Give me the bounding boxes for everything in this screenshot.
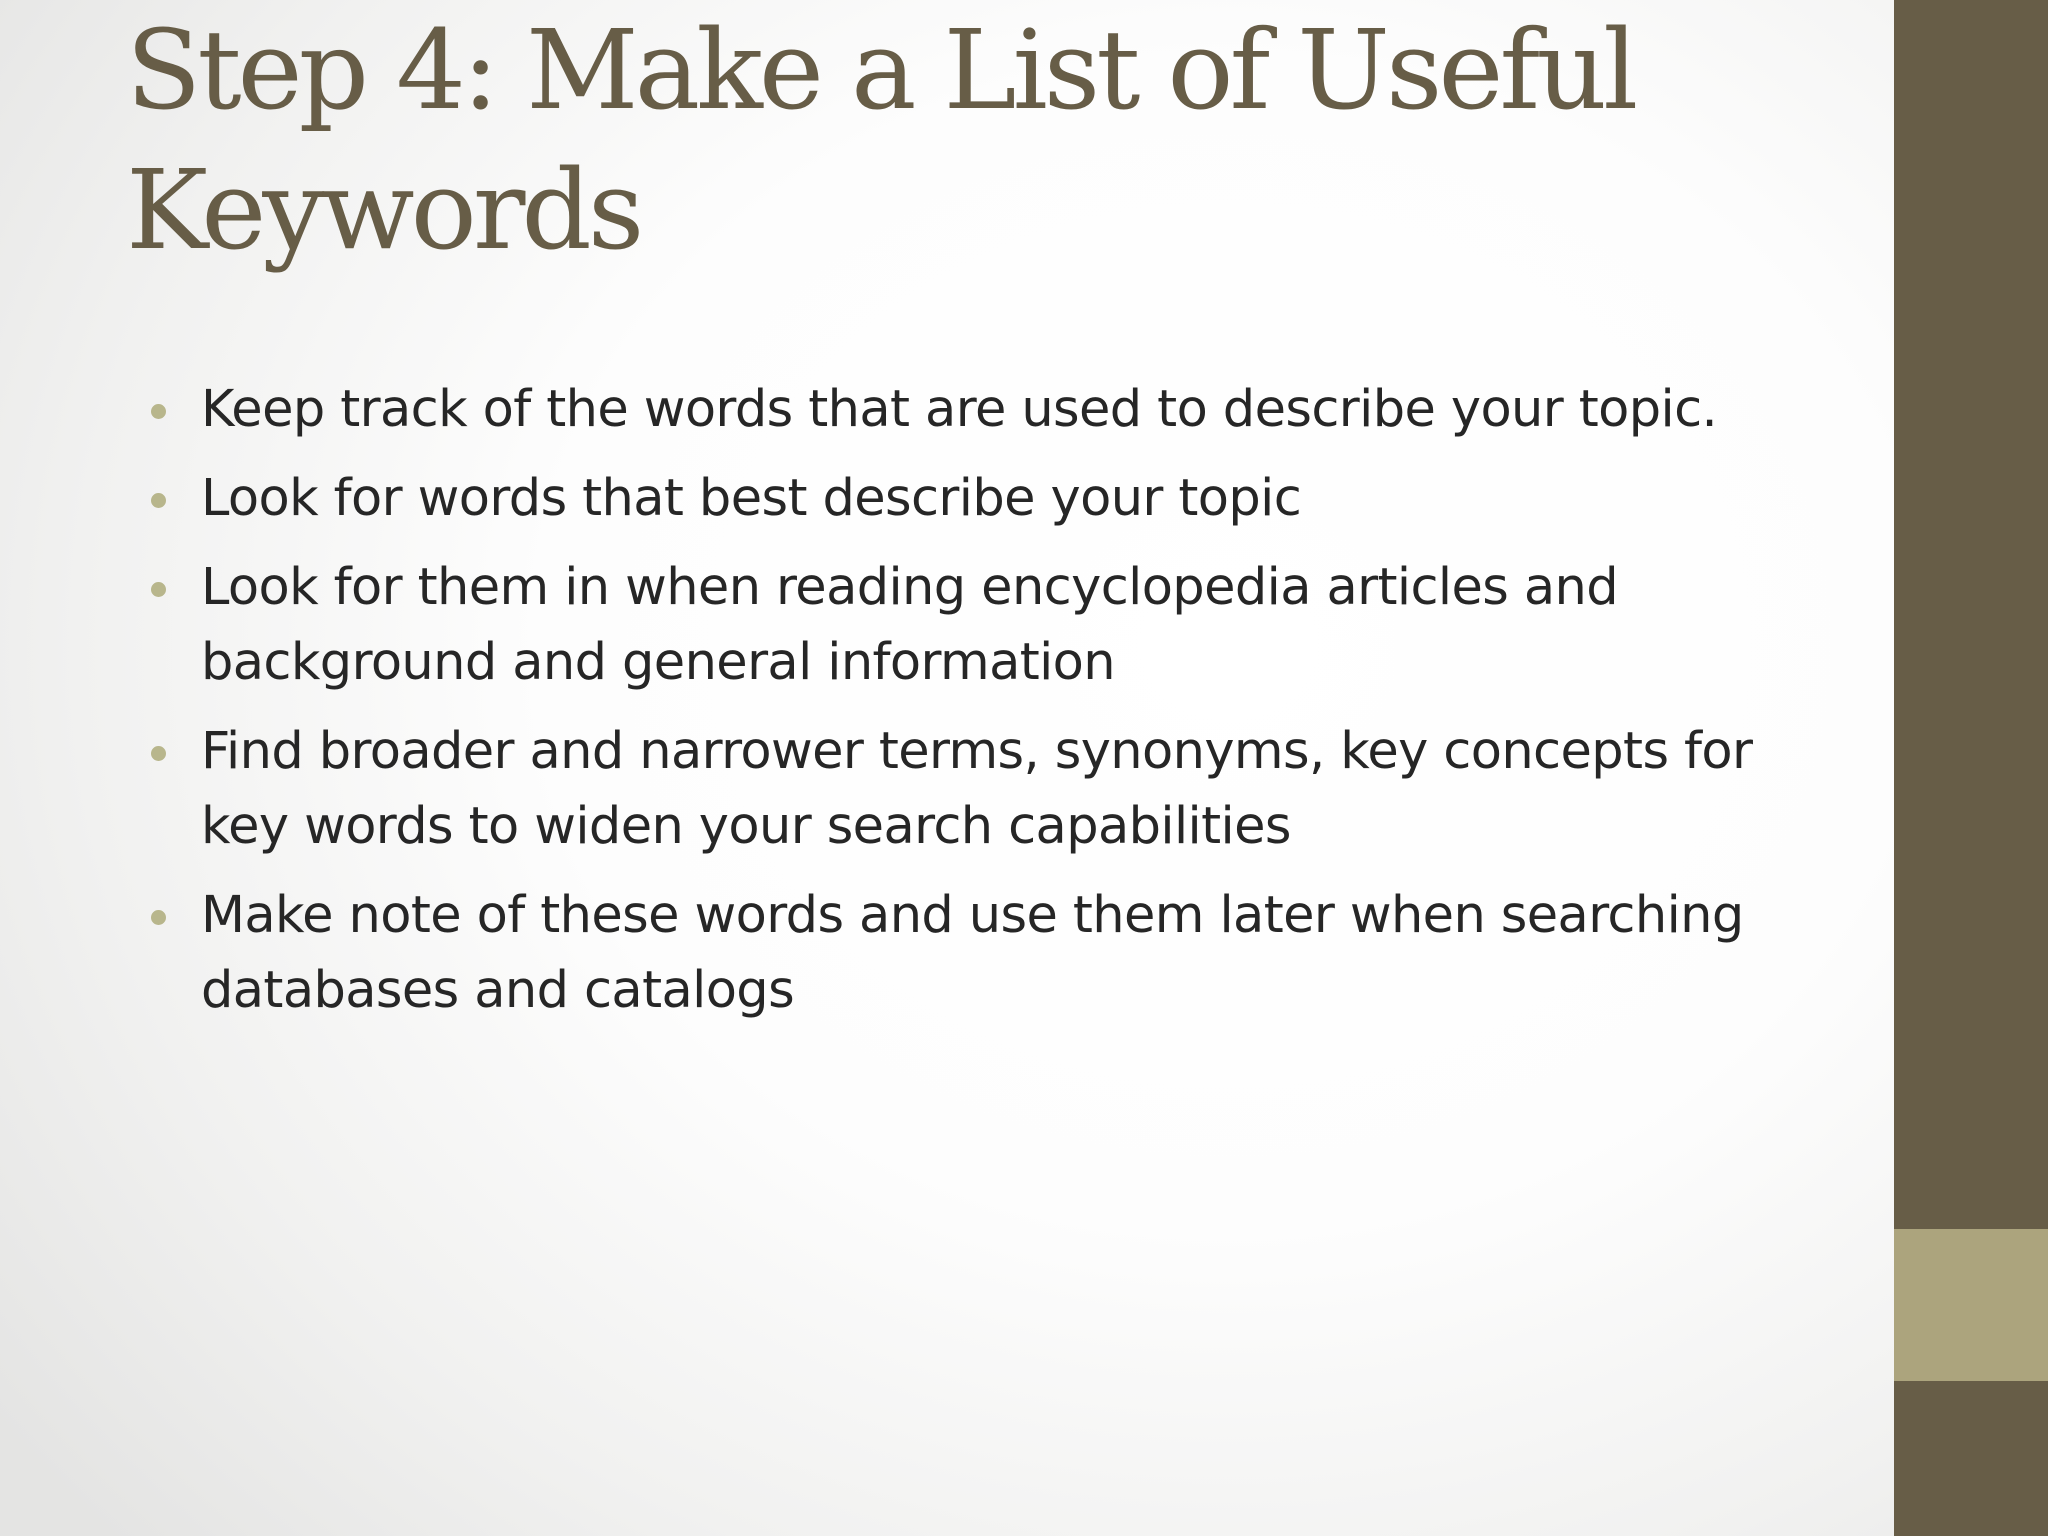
bullet-text: Find broader and narrower terms, synonyms, key concepts for key words to widen your search capabilities <box>201 722 1753 856</box>
bullet-item <box>148 550 1808 700</box>
bullet-text: Look for them in when reading encyclopedia articles and background and general information <box>201 558 1618 692</box>
slide-title: Step 4: Make a List of Useful Keywords <box>126 6 1635 274</box>
bullet-text: Keep track of the words that are used to describe your topic. <box>201 380 1718 439</box>
bullet-item <box>148 461 1808 536</box>
decorative-sidebar <box>1894 0 2048 1536</box>
bullet-text: Look for words that best describe your topic <box>201 469 1302 528</box>
bullet-text: Make note of these words and use them later when searching databases and catalogs <box>201 886 1744 1020</box>
bullet-dot-icon <box>151 910 166 925</box>
bullet-dot-icon <box>151 746 166 761</box>
sidebar-accent-block <box>1894 1229 2048 1381</box>
bullet-dot-icon <box>151 582 166 597</box>
bullet-dot-icon <box>151 404 166 419</box>
bullet-item <box>148 372 1808 447</box>
bullet-item <box>148 878 1808 1028</box>
bullet-dot-icon <box>151 493 166 508</box>
bullet-list <box>148 372 1808 1042</box>
bullet-item <box>148 714 1808 864</box>
